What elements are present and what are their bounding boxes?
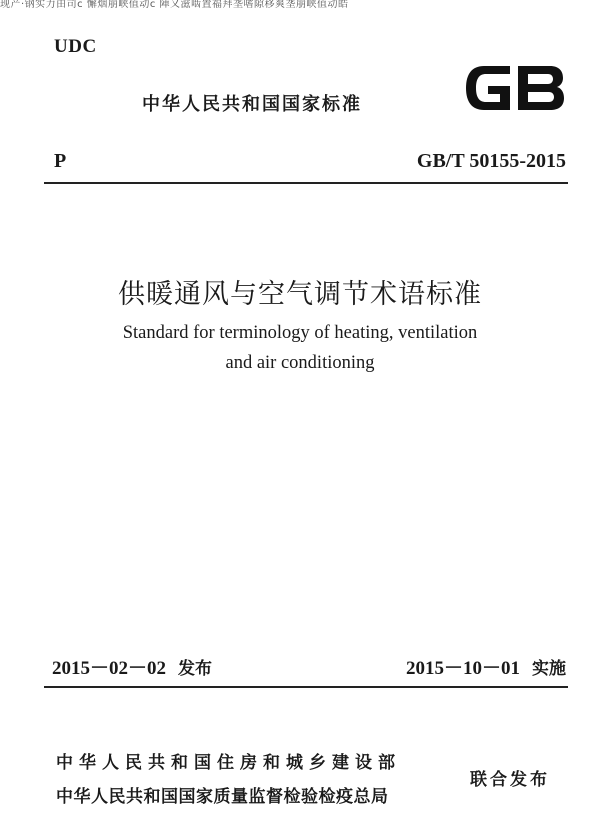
- gb-logo-icon: [462, 60, 567, 116]
- issue-date: 2015－02－02: [52, 658, 167, 679]
- issue-date-block: [52, 653, 212, 680]
- udc-label: UDC: [54, 36, 97, 57]
- implement-date: 2015－10－01: [405, 658, 520, 679]
- implement-date-block: [406, 653, 566, 680]
- joint-publish-label: 联合发布: [470, 770, 550, 790]
- issue-label: 发布: [178, 659, 213, 679]
- top-scan-strip: 现产·钢实力由司c 懈烟崩峡值动c 陣又滋啮置福拜垄嗜隙移爽垄崩峡值动皓: [0, 0, 349, 10]
- publisher-aqsiq: 中华人民共和国国家质量监督检验检疫总局: [56, 787, 389, 807]
- title-english-line1: Standard for terminology of heating, ventilation: [122, 323, 478, 343]
- title-english: [0, 318, 600, 378]
- implement-label: 实施: [532, 659, 566, 679]
- classification-code: P: [54, 150, 67, 172]
- title-english-line2: and air conditioning: [225, 353, 375, 373]
- top-divider: [44, 182, 568, 184]
- publisher-ministry: 中华人民共和国住房和城乡建设部: [56, 753, 401, 773]
- country-standard-heading: 中华人民共和国国家标准: [142, 94, 362, 115]
- standard-number: GB/T 50155-2015: [416, 150, 566, 172]
- title-chinese: 供暖通风与空气调节术语标准: [118, 279, 482, 310]
- bottom-divider: [44, 686, 568, 688]
